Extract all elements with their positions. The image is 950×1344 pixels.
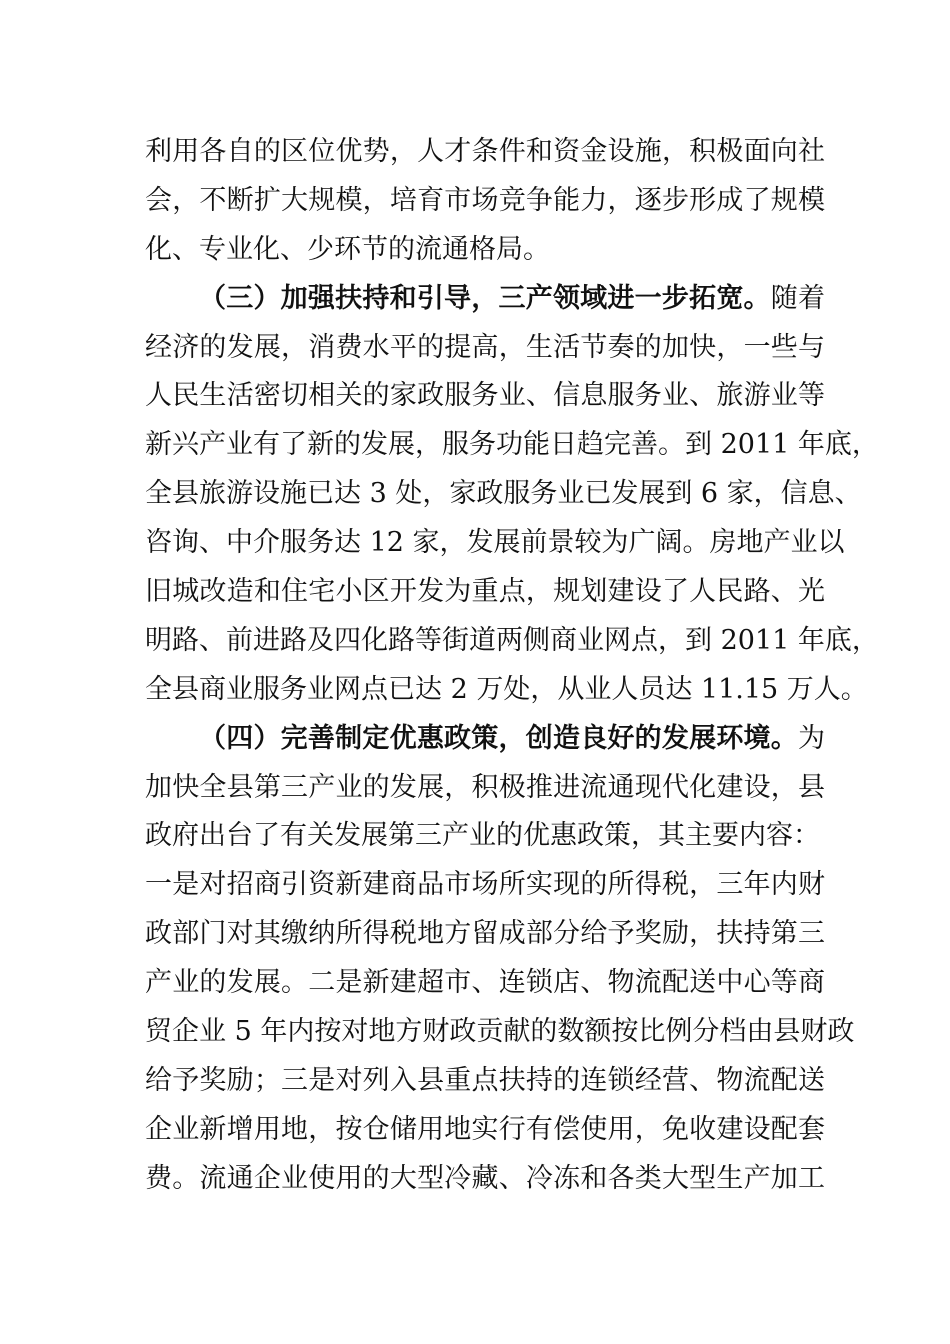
text-line: 利用各自的区位优势，人才条件和资金设施，积极面向社 [145,136,825,167]
text-line: 一是对招商引资新建商品市场所实现的所得税，三年内财 [145,869,825,901]
text-line: 咨询、中介服务达 12 家，发展前景较为广阔。房地产业以 [145,527,845,559]
text-line: 全县旅游设施已达 3 处，家政服务业已发展到 6 家，信息、 [145,478,862,510]
text-line: 人民生活密切相关的家政服务业、信息服务业、旅游业等 [145,380,825,412]
text-line: 政部门对其缴纳所得税地方留成部分给予奖励，扶持第三 [145,918,825,950]
paragraph-1 [145,128,825,275]
text-line: 经济的发展，消费水平的提高，生活节奏的加快，一些与 [145,331,825,363]
paragraph-3 [145,715,855,1204]
section-heading: （四）完善制定优惠政策，创造良好的发展环境。 [199,722,798,754]
text-line: 给予奖励；三是对列入县重点扶持的连锁经营、物流配送 [145,1064,825,1096]
text-line: 会，不断扩大规模，培育市场竞争能力，逐步形成了规模 [145,184,825,216]
text-line: 企业新增用地，按仓储用地实行有偿使用，免收建设配套 [145,1113,825,1145]
text-line: 政府出台了有关发展第三产业的优惠政策，其主要内容： [145,820,820,852]
text-line: 产业的发展。二是新建超市、连锁店、物流配送中心等商 [145,967,825,999]
text-line: 化、专业化、少环节的流通格局。 [145,233,550,265]
section-heading: （三）加强扶持和引导，三产领域进一步拓宽。 [199,282,771,314]
text-line: 明路、前进路及四化路等街道两侧商业网点，到 2011 年底， [145,624,879,656]
text-line: 新兴产业有了新的发展，服务功能日趋完善。到 2011 年底， [145,429,879,461]
text-run: 随着 [770,282,826,314]
text-line: 全县商业服务业网点已达 2 万处，从业人员达 11.15 万人。 [145,673,868,705]
body-text [145,128,879,1204]
paragraph-2 [145,275,879,715]
text-line [145,275,825,324]
text-line: 贸企业 5 年内按对地方财政贡献的数额按比例分档由县财政 [145,1016,855,1048]
text-line: 旧城改造和住宅小区开发为重点，规划建设了人民路、光 [145,576,825,608]
text-line: 费。流通企业使用的大型冷藏、冷冻和各类大型生产加工 [145,1162,825,1194]
text-line [145,715,825,764]
text-run: 为 [798,722,825,754]
text-line: 加快全县第三产业的发展，积极推进流通现代化建设，县 [145,771,825,803]
